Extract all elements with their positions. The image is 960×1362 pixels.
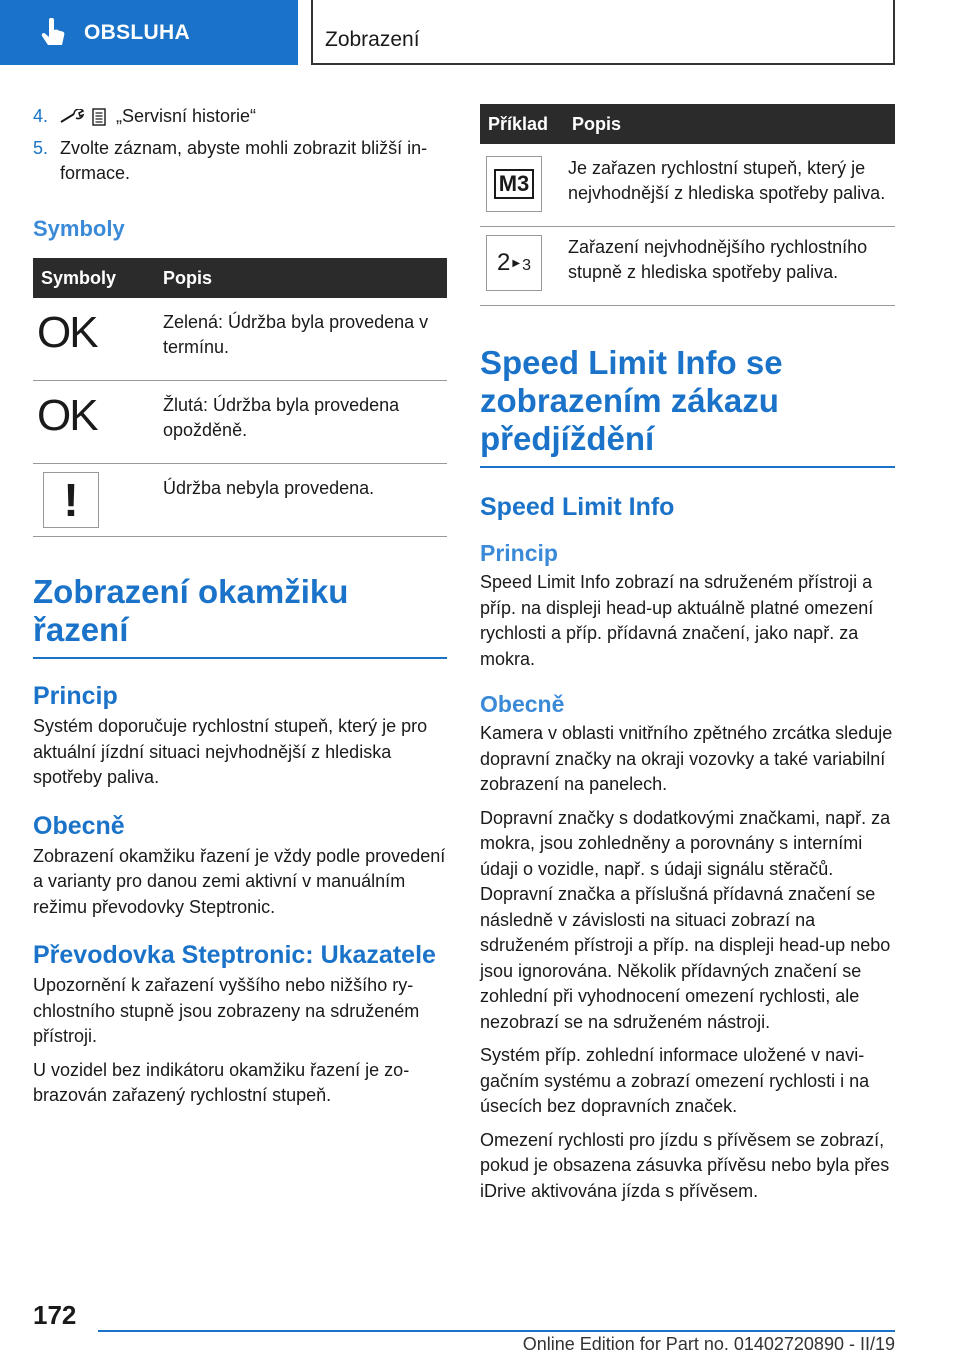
subsection-heading: Obecně (33, 811, 125, 840)
paragraph: Dopravní značky s dodatkovými značkami, např. za mokra, jsou zohledněny a porovnány s interními údaji o vozidle, např. s údaji signálu stěračů. Dopravní značka a příslušná přídavná značení se následně v závislosti na situaci zobrazí na sdruženém přístroji a příp. na displeji head-up nebo jsou ignorována. Několik přídavných značení se zohlední při vyhodnocení omezení rychlosti, ale nezobrazí se na sdruženém nástroji. (480, 807, 891, 1032)
step-text: Zvolte záznam, abyste mohli zobrazit bližší informace. (60, 138, 428, 183)
chapter-title: Zobrazení (325, 28, 420, 51)
hand-pointer-icon (40, 18, 66, 48)
table-row (480, 144, 895, 227)
paragraph: Systém doporučuje rychlostní stupeň, který je pro aktuální jízdní situaci nejvhodnější z hlediska spotřeby paliva. (33, 716, 428, 787)
wrench-icon (60, 109, 86, 125)
header-divider-left (311, 0, 313, 65)
paragraph: U vozidel bez indikátoru okamžiku řazení je zobrazován zařazený rychlostní stupeň. (33, 1059, 410, 1105)
paragraph: Systém příp. zohlední informace uložené v navigačním systému a zobrazí omezení rychlosti i na úsecích bez dopravních značek. (480, 1045, 870, 1116)
example-table (480, 104, 895, 306)
paragraph: Upozornění k zařazení vyššího nebo nižšího rychlostního stupně jsou zobrazeny na sdruženém přístroji. (33, 975, 420, 1046)
warning-exclamation-icon: ! (43, 472, 99, 528)
ok-yellow-symbol: OK (37, 391, 97, 440)
header-divider-right (893, 0, 895, 65)
step-number: 5. (33, 138, 49, 158)
table-cell: Zelená: Údržba byla provedena v termínu. (153, 298, 447, 381)
symbols-table (33, 258, 447, 537)
step-number: 4. (33, 106, 49, 126)
table-header: Popis (153, 258, 447, 298)
table-row (33, 298, 447, 381)
section-label: OBSLUHA (84, 20, 190, 44)
paragraph: Omezení rychlosti pro jízdu s přívěsem se zobrazí, pokud je obsazena zásuvka přívěsu nebo byla přes iDrive aktivována jízda s přívěsem. (480, 1129, 890, 1201)
header-divider-bottom (311, 63, 895, 65)
table-row (33, 464, 447, 537)
subsection-heading: Převodovka Steptronic: Ukazatele (33, 941, 436, 969)
left-column (33, 104, 447, 1109)
section-title: Zobrazení okamžiku řazení (33, 573, 447, 659)
section-title: Speed Limit Info se zobrazením zákazu předjíždění (480, 344, 895, 468)
step-5 (33, 136, 447, 186)
section-tab (0, 0, 298, 65)
table-cell: Je zařazen rychlostní stupeň, který je nejvhodnější z hlediska spotřeby paliva. (564, 144, 895, 227)
edition-text: Online Edition for Part no. 01402720890 - II/19 (522, 1334, 895, 1354)
paragraph: Zobrazení okamžiku řazení je vždy podle provedení a varianty pro danou zemi aktivní v manuálním režimu převodovky Steptronic. (33, 845, 446, 917)
table-header: Symboly (33, 258, 153, 298)
table-row (33, 381, 447, 464)
symbols-heading: Symboly (33, 216, 125, 241)
gear-m3-symbol: M3 (486, 156, 542, 212)
subsection-heading: Obecně (480, 691, 565, 717)
table-cell: Zařazení nejvhodnějšího rychlostního stupně z hlediska spotřeby paliva. (564, 227, 895, 306)
step-4 (33, 104, 447, 129)
shift-recommendation-symbol: 2 ▶ 3 (486, 235, 542, 291)
table-header: Příklad (480, 104, 564, 144)
table-header: Popis (564, 104, 895, 144)
table-row (480, 227, 895, 306)
step-text: „Servisní historie“ (116, 106, 257, 126)
subsection-heading: Speed Limit Info (480, 493, 675, 521)
footer-divider (98, 1330, 895, 1332)
paragraph: Speed Limit Info zobrazí na sdruženém přístroji a příp. na displeji head-up aktuálně platné omezení rychlosti a příp. přídavná značení, jako např. za mokra. (480, 572, 874, 669)
ok-green-symbol: OK (37, 308, 97, 357)
list-icon (92, 108, 106, 126)
arrow-right-icon: ▶ (512, 257, 521, 269)
table-cell: Žlutá: Údržba byla provedena opožděně. (153, 381, 447, 464)
subsection-heading: Princip (480, 540, 558, 566)
page-number: 172 (33, 1300, 77, 1330)
right-column (480, 104, 895, 1204)
subsection-heading: Princip (33, 682, 118, 710)
paragraph: Kamera v oblasti vnitřního zpětného zrcátka sleduje dopravní značky na okraji vozovky a také variabilní zobrazení na panelech. (480, 723, 893, 794)
table-cell: Údržba nebyla provedena. (153, 464, 447, 537)
